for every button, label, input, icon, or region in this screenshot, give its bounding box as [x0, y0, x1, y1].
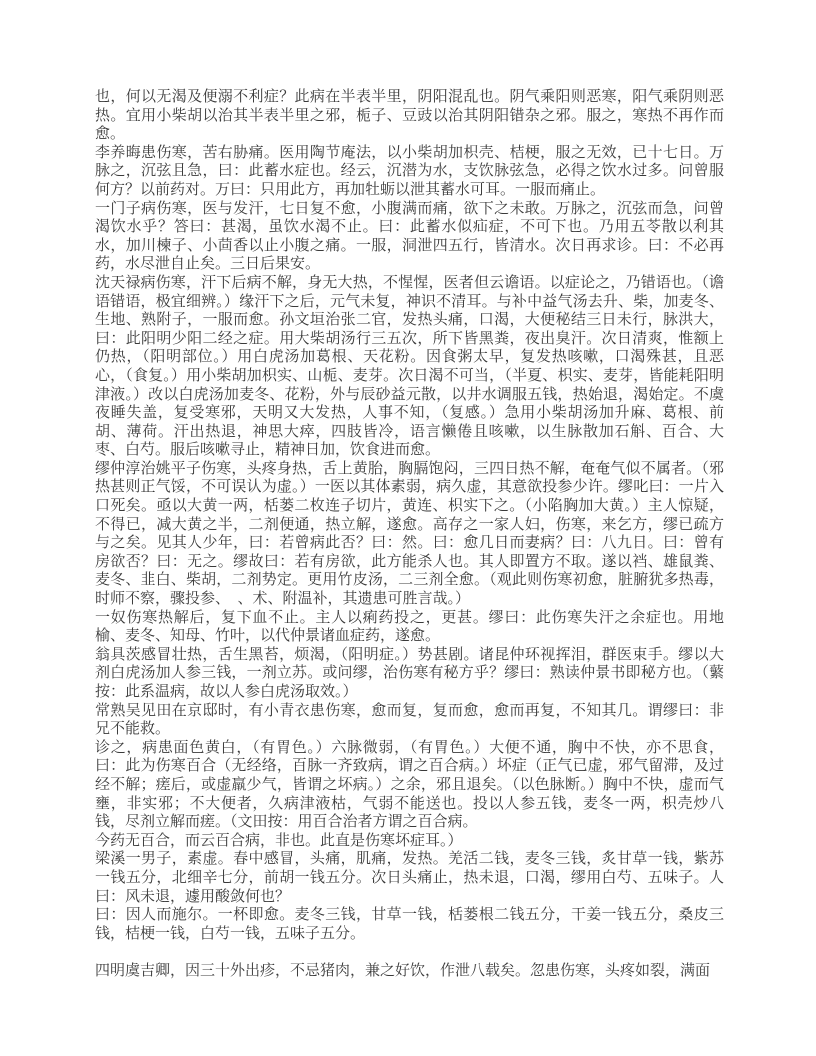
paragraph: 缪仲淳治姚平子伤寒，头疼身热，舌上黄胎，胸膈饱闷，三四日热不解，奄奄气似不属者。（邪热甚则正气馁，不可误认为虚。）一医以其体素弱，病久虚，其意欲投参少许。缪叱曰：一片入口死矣。亟以大黄一两，栝蒌二枚连子切片，黄连、枳实下之。（小陷胸加大黄。）主人惊疑，不得已，减大黄之半，二剂便通，热立解，遂愈。高存之一家人妇，伤寒，来乞方，缪已疏方与之矣。见其人少年，曰：若曾病此否？曰：然。曰：愈几日而妻病？曰：八九日。曰：曾有房欲否？曰：无之。缪故曰：若有房欲，此方能杀人也。其人即置方不取。遂以裆、雄鼠粪、麦冬、韭白、柴胡，二剂势定。更用竹皮汤，二三剂全愈。（观此则伤寒初愈，脏腑犹多热毒，时师不察，骤投参、 、术、附温补，其遗患可胜言哉。） — [95, 460, 724, 608]
paragraph: 四明虞吉卿，因三十外出疹，不忌猪肉，兼之好饮，作泄八载矣。忽患伤寒，头疼如裂，满面 — [95, 962, 711, 979]
paragraph: 一奴伤寒热解后，复下血不止。主人以痢药投之，更甚。缪曰：此伤寒失汗之余症也。用地榆、麦冬、知母、竹叶，以代仲景诸血症药，遂愈。 — [95, 609, 724, 645]
paragraph: 李养晦患伤寒，苦右胁痛。医用陶节庵法，以小柴胡加枳壳、桔梗，服之无效，已十七日。万脉之，沉弦且急，曰：此蓄水症也。经云，沉潜为水，支饮脉弦急，必得之饮水过多。问曾服何方？以前药对。万曰：只用此方，再加牡蛎以泄其蓄水可耳。一服而痛止。 — [95, 144, 724, 198]
paragraph: 翁具茨感冒壮热，舌生黑苔，烦渴，（阳明症。）势甚剧。诸昆仲环视挥泪，群医束手。缪以大剂白虎汤加人参三钱，一剂立苏。或问缪，治伤寒有秘方乎？缪曰：熟读仲景书即秘方也。（蘩按：此系温病，故以人参白虎汤取效。） — [95, 646, 724, 700]
paragraph: 曰：因人而施尔。一杯即愈。麦冬三钱，甘草一钱，栝蒌根二钱五分，干姜一钱五分，桑皮三钱，桔梗一钱，白芍一钱，五味子五分。 — [95, 907, 724, 942]
paragraph: 沈天禄病伤寒，汗下后病不解，身无大热，不惺惺，医者但云谵语。以症论之，乃错语也。（谵语错语，极宜细辨。）缘汗下之后，元气未复，神识不清耳。与补中益气汤去升、柴，加麦冬、生地、熟附子，一服而愈。孙文垣治张二官，发热头痛，口渴，大便秘结三日未行，脉洪大，曰：此阳明少阳二经之症。用大柴胡汤行三五次，所下皆黑粪，夜出臭汗。次日清爽，惟额上仍热，（阳明部位。）用白虎汤加葛根、天花粉。因食粥太早，复发热咳嗽，口渴殊甚，且恶心，（食复。）用小柴胡加枳实、山栀、麦芽。次日渴不可当，（半夏、枳实、麦芽，皆能耗阳明津液。）改以白虎汤加麦冬、花粉，外与辰砂益元散，以井水调服五钱，热始退，渴始定。不虞夜睡失盖，复受寒邪，天明又大发热，人事不知，（复感。）急用小柴胡汤加升麻、葛根、前胡、薄荷。汗出热退，神思大瘁，四肢皆冷，语言懒倦且咳嗽，以生脉散加石斛、百合、大枣、白芍。服后咳嗽寻止，精神日加，饮食进而愈。 — [95, 274, 724, 459]
paragraph: 一门子病伤寒，医与发汗，七日复不愈，小腹满而痛，欲下之未敢。万脉之，沉弦而急，问曾渴饮水乎？答曰：甚渴，虽饮水渴不止。曰：此蓄水似疝症，不可下也。乃用五苓散以利其水，加川楝子、小茴香以止小腹之痛。一服，洞泄四五行，皆清水。次日再求诊。曰：不必再药，水尽泄自止矣。三日后果安。 — [95, 200, 724, 273]
paragraph: 也，何以无渴及便溺不利症？此病在半表半里，阴阳混乱也。阴气乘阳则恶寒，阳气乘阴则恶热。宜用小柴胡以治其半表半里之邪，栀子、豆豉以治其阴阳错杂之邪。服之，寒热不再作而愈。 — [95, 89, 724, 143]
text-content — [95, 88, 724, 981]
blank-line — [95, 943, 724, 962]
paragraph: 诊之，病患面色黄白，（有胃色。）六脉微弱，（有胃色。）大便不通，胸中不快，亦不思食，曰：此为伤寒百合（无经络，百脉一齐致病，谓之百合病。）坏症（正气已虚，邪气留滞，及过经不解；瘥后，或虚羸少气，皆谓之坏病。）之余，邪且退矣。（以色脉断。）胸中不快，虚而气壅，非实邪；不大便者，久病津液枯，气弱不能送也。投以人参五钱，麦冬一两，枳壳炒八钱，尽剂立解而瘥。（文田按：用百合治者方谓之百合病。 — [95, 739, 724, 831]
paragraph: 常熟吴见田在京邸时，有小青衣患伤寒，愈而复，复而愈，愈而再复，不知其几。谓缪曰：非兄不能救。 — [95, 702, 724, 738]
paragraph: 今药无百合，而云百合病，非也。此直是伤寒坏症耳。） — [95, 832, 463, 849]
paragraph: 梁溪一男子，素虚。春中感冒，头痛，肌痛，发热。羌活二钱，麦冬三钱，炙甘草一钱，紫苏一钱五分，北细辛七分，前胡一钱五分。次日头痛止，热未退，口渴，缪用白芍、五味子。人曰：风未退，遽用酸敛何也？ — [95, 851, 724, 905]
